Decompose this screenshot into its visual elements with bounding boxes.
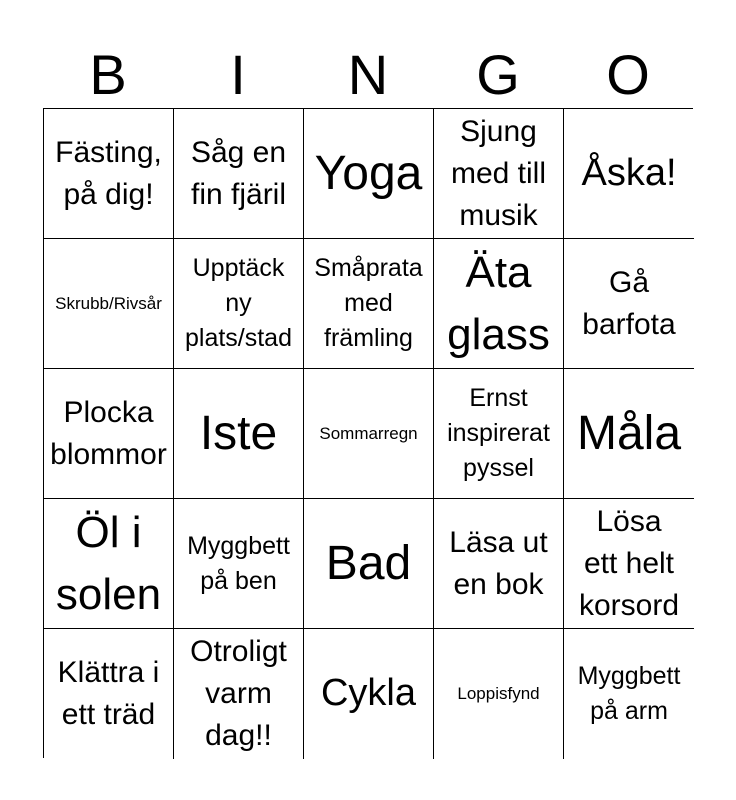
- bingo-cell[interactable]: [564, 239, 694, 369]
- bingo-cell[interactable]: [564, 109, 694, 239]
- bingo-cell[interactable]: [174, 369, 304, 499]
- bingo-cell[interactable]: [174, 109, 304, 239]
- bingo-cell[interactable]: [434, 369, 564, 499]
- cell-label: Iste: [199, 406, 278, 460]
- bingo-cell[interactable]: [564, 629, 694, 759]
- cell-label: Åska!: [581, 151, 677, 194]
- bingo-cell[interactable]: [304, 109, 434, 239]
- cell-label: Småprata med främling: [314, 254, 423, 352]
- cell-label: Sommarregn: [319, 423, 418, 443]
- header-letter-b: B: [89, 43, 127, 106]
- cell-label: Äta glass: [447, 247, 550, 359]
- bingo-cell[interactable]: [174, 239, 304, 369]
- cell-label: Cykla: [320, 672, 417, 715]
- cell-label: Skrubb/Rivsår: [55, 293, 162, 313]
- bingo-cell[interactable]: [434, 239, 564, 369]
- bingo-cell[interactable]: [44, 369, 174, 499]
- bingo-cell[interactable]: [304, 239, 434, 369]
- header-letter-g: G: [476, 43, 520, 106]
- bingo-cell[interactable]: [174, 499, 304, 629]
- bingo-board: [43, 108, 693, 758]
- bingo-cell[interactable]: [564, 369, 694, 499]
- cell-label: Öl i solen: [55, 507, 162, 619]
- cell-label: Loppisfynd: [457, 684, 540, 704]
- cell-label: Bad: [325, 536, 412, 590]
- cell-label: Myggbett på arm: [577, 662, 681, 725]
- cell-label: Såg en fin fjäril: [190, 135, 287, 211]
- header-letter-o: O: [606, 43, 650, 106]
- cell-label: Myggbett på ben: [187, 531, 290, 595]
- cell-label: Plocka blommor: [50, 395, 167, 471]
- bingo-header: [43, 40, 693, 108]
- bingo-cell[interactable]: [434, 109, 564, 239]
- cell-label: Ernst inspirerat pyssel: [447, 384, 550, 482]
- bingo-cell[interactable]: [304, 499, 434, 629]
- bingo-cell[interactable]: [44, 499, 174, 629]
- header-letter-i: I: [230, 43, 246, 106]
- bingo-cell[interactable]: [304, 629, 434, 759]
- bingo-cell[interactable]: [434, 629, 564, 759]
- bingo-cell[interactable]: [44, 109, 174, 239]
- bingo-cell[interactable]: [44, 629, 174, 759]
- cell-label: Sjung med till musik: [450, 114, 547, 232]
- bingo-cell[interactable]: [174, 629, 304, 759]
- bingo-cell[interactable]: [304, 369, 434, 499]
- cell-label: Fästing, på dig!: [55, 135, 162, 211]
- bingo-cell[interactable]: [44, 239, 174, 369]
- bingo-cell[interactable]: [564, 499, 694, 629]
- cell-label: Läsa ut en bok: [449, 525, 548, 601]
- cell-label: Måla: [576, 406, 682, 460]
- cell-label: Lösa ett helt korsord: [578, 504, 680, 622]
- cell-label: Gå barfota: [582, 265, 676, 341]
- cell-label: Otroligt varm dag!!: [190, 635, 287, 752]
- cell-label: Yoga: [314, 146, 423, 200]
- cell-label: Klättra i ett träd: [57, 656, 160, 731]
- bingo-cell[interactable]: [434, 499, 564, 629]
- header-letter-n: N: [347, 43, 389, 106]
- cell-label: Upptäck ny plats/stad: [184, 254, 292, 352]
